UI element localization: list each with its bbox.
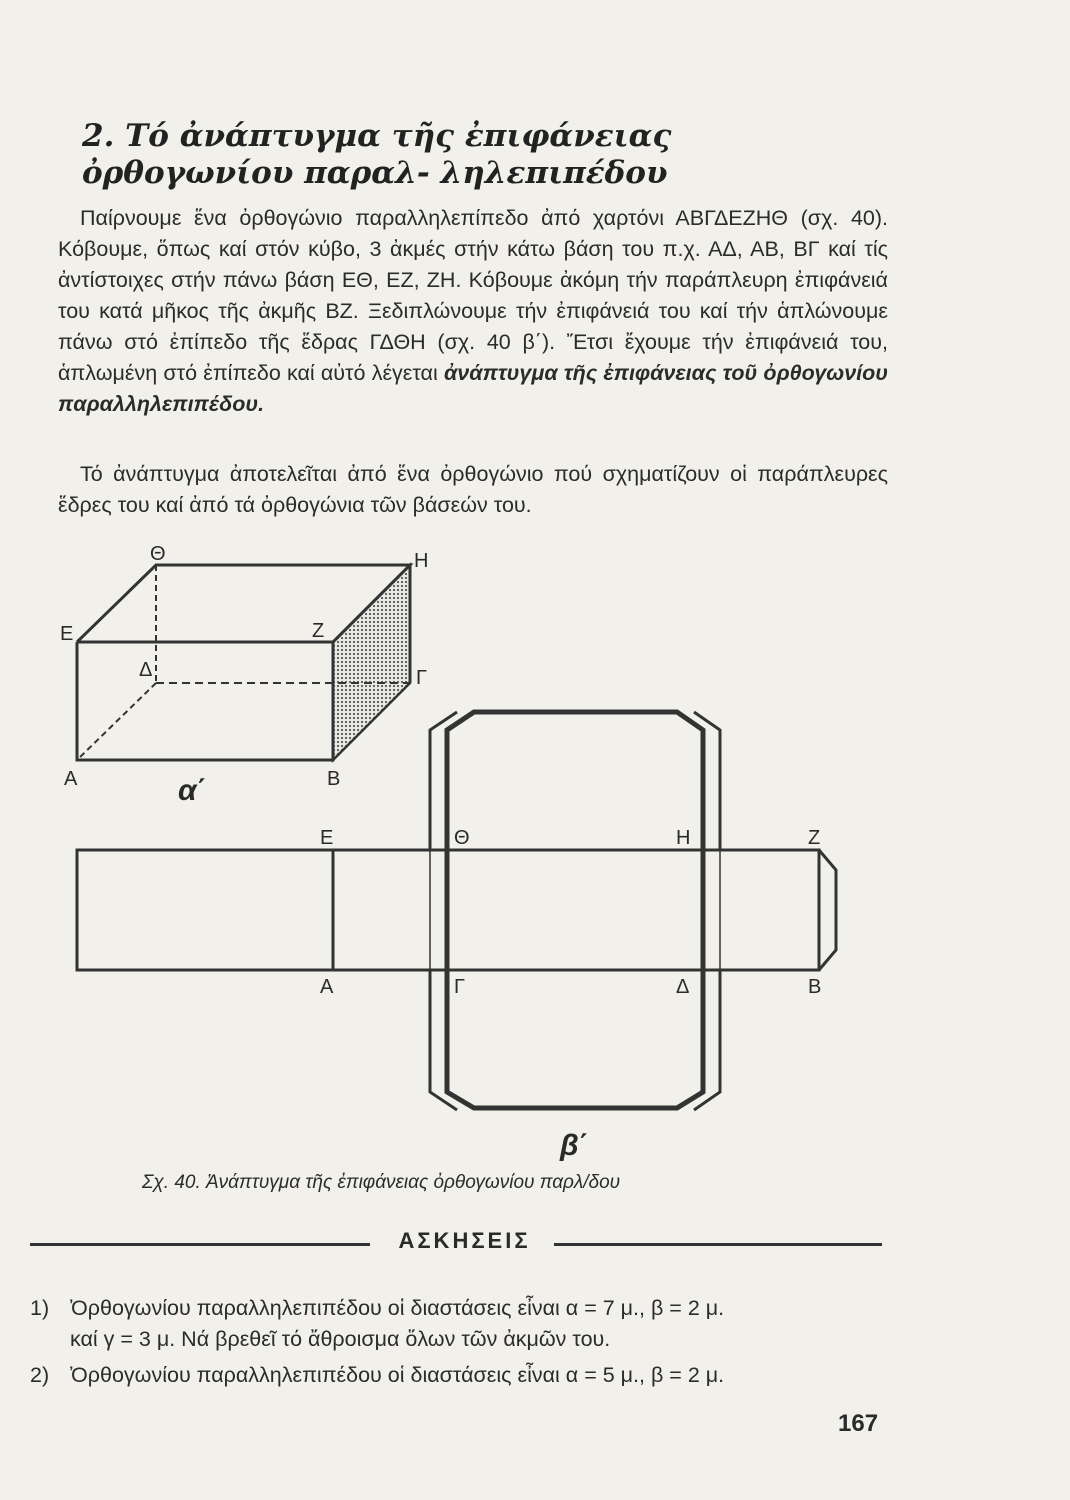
paragraph-1-text: Παίρνουμε ἕνα ὀρθογώνιο παραλληλεπίπεδο ἀπό χαρτόνι ΑΒΓΔΕΖΗΘ (σχ. 40). Κόβουμε, ὅπως καί στόν κύβο, 3 ἀκμές στήν κάτω βάση του π.χ. ΑΔ, ΑΒ, ΒΓ καί τίς ἀντίστοιχες στήν πάνω βάση ΕΘ, ΕΖ, ΖΗ. Κόβουμε ἀκόμη τήν παράπλευρη ἐπιφάνειά του κατά μῆκος τῆς ἀκμῆς ΒΖ. Ξεδιπλώνουμε τήν ἐπιφάνειά του καί τήν ἁπλώνουμε πάνω στό ἐπίπεδο τῆς ἕδρας ΓΔΘΗ (σχ. 40 β΄). Ἔτσι ἔχουμε τήν ἐπιφάνειά του, ἁπλωμένη στό ἐπίπεδο καί αὐτό λέγεται <box>58 206 888 385</box>
net-label-epsilon: Ε <box>320 827 334 849</box>
net-top-flap <box>430 712 457 850</box>
net-label-beta: Β <box>808 976 822 998</box>
exercise-2 <box>30 1360 724 1391</box>
exercise-1-line-1: Ὀρθογωνίου παραλληλεπιπέδου οἱ διαστάσεις εἶναι α = 7 μ., β = 2 μ. <box>70 1296 725 1320</box>
section-title: 2. Τό ἀνάπτυγμα τῆς ἐπιφάνειας ὀρθογωνίου παραλ- ληλεπιπέδου <box>82 118 672 191</box>
net-bottom-flap <box>430 970 457 1110</box>
net-top-base <box>447 712 703 850</box>
box-label-theta: Θ <box>150 543 166 565</box>
box-front-face <box>77 642 333 760</box>
heading-rule-left <box>30 1243 370 1246</box>
box-figure <box>77 565 410 760</box>
exercise-1 <box>30 1293 724 1324</box>
figure-caption: Σχ. 40. Ἀνάπτυγμα τῆς ἐπιφάνειας ὀρθογωνίου παρλ/δου <box>142 1172 621 1193</box>
figure-label-a: α΄ <box>178 774 207 807</box>
net-label-alpha: Α <box>320 976 334 998</box>
net-label-zeta: Ζ <box>808 827 821 849</box>
definition-term: ἀνάπτυγμα τῆς ἐπιφάνειας τοῦ ὀρθογωνίου παραλληλεπιπέδου. <box>58 361 888 416</box>
box-label-alpha: Α <box>64 768 78 790</box>
exercise-2-number: 2) <box>30 1363 50 1387</box>
exercise-1-number: 1) <box>30 1296 50 1320</box>
net-figure <box>77 712 836 1110</box>
heading-rule-right <box>554 1243 882 1246</box>
exercise-1-continued: καί γ = 3 μ. Νά βρεθεῖ τό ἄθροισμα ὅλων τῶν ἀκμῶν του. <box>70 1327 611 1351</box>
box-label-gamma: Γ <box>416 667 428 689</box>
net-side-tab <box>819 850 836 970</box>
box-label-zeta: Ζ <box>312 620 325 642</box>
box-label-delta: Δ <box>139 659 153 681</box>
exercise-2-line-1: Ὀρθογωνίου παραλληλεπιπέδου οἱ διαστάσεις εἶναι α = 5 μ., β = 2 μ. <box>70 1363 725 1387</box>
figure-label-b: β΄ <box>560 1129 589 1162</box>
net-label-theta: Θ <box>454 827 470 849</box>
net-bottom-base <box>447 970 703 1108</box>
exercises-heading <box>30 1228 882 1262</box>
net-label-delta: Δ <box>676 976 690 998</box>
net-label-eta: Η <box>676 827 691 849</box>
paragraph-2-text: Τό ἀνάπτυγμα ἀποτελεῖται ἀπό ἕνα ὀρθογώνιο πού σχηματίζουν οἱ παράπλευρες ἕδρες του καί ἀπό τά ὀρθογώνια τῶν βάσεών του. <box>58 462 888 517</box>
box-right-face <box>333 565 410 760</box>
box-label-beta: Β <box>327 768 341 790</box>
box-label-eta: Η <box>414 550 429 572</box>
page-number: 167 <box>838 1410 879 1437</box>
box-label-epsilon: Ε <box>60 623 74 645</box>
exercises-heading-text: ΑΣΚΗΣΕΙΣ <box>398 1228 531 1253</box>
net-label-gamma: Γ <box>454 976 466 998</box>
